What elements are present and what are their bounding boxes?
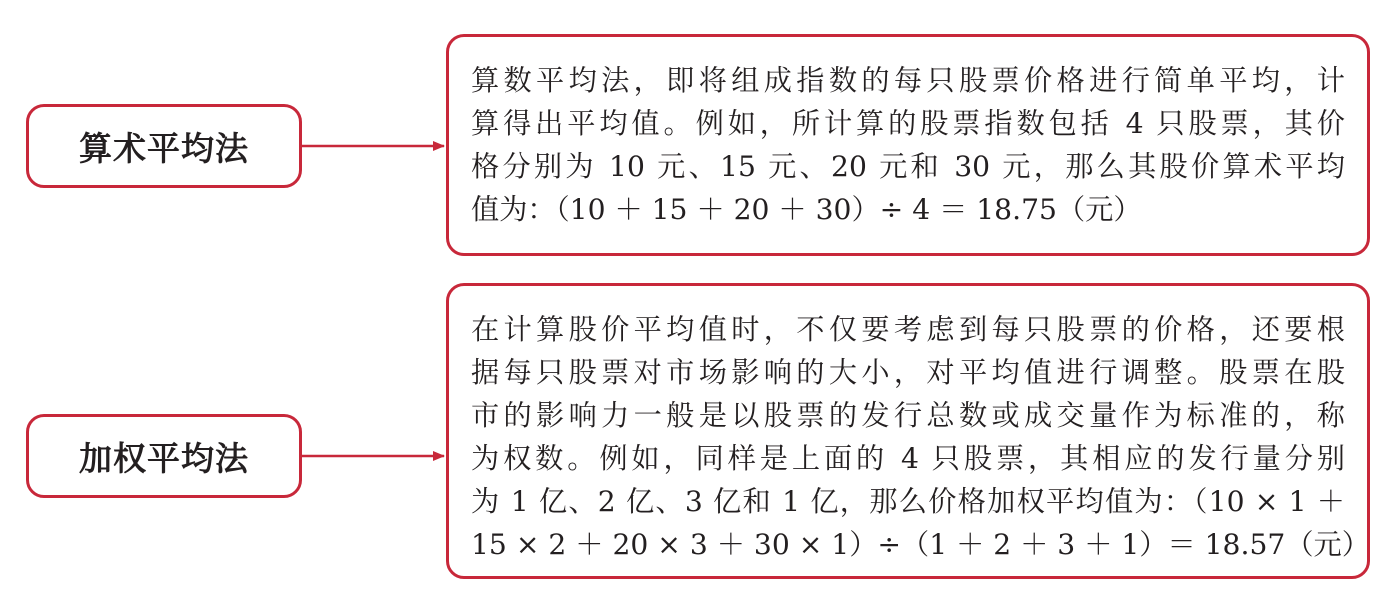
text-line: 为 1 亿、2 亿、3 亿和 1 亿，那么价格加权平均值为：（10 × 1 ＋ [471, 485, 1345, 518]
content-box-weighted-mean [446, 283, 1370, 579]
text-line: 算数平均法，即将组成指数的每只股票价格进行简单平均，计 [471, 64, 1345, 97]
text-line: 算得出平均值。例如，所计算的股票指数包括 4 只股票，其价 [471, 107, 1345, 140]
text-line: 值为：（10 ＋ 15 ＋ 20 ＋ 30）÷ 4 ＝ 18.75（元） [471, 193, 1142, 226]
label-box-weighted-mean: 加权平均法 [26, 414, 302, 498]
text-line: 市的影响力一般是以股票的发行总数或成交量作为标准的，称 [471, 399, 1345, 432]
label-box-arithmetic-mean: 算术平均法 [26, 104, 302, 188]
content-box-arithmetic-mean [446, 34, 1370, 256]
text-line: 格分别为 10 元、15 元、20 元和 30 元，那么其股价算术平均 [471, 150, 1345, 183]
text-line: 15 × 2 ＋ 20 × 3 ＋ 30 × 1）÷（1 ＋ 2 ＋ 3 ＋ 1）＝ 18.57（元） [471, 528, 1370, 561]
text-line: 为权数。例如，同样是上面的 4 只股票，其相应的发行量分别 [471, 442, 1345, 475]
text-line: 在计算股价平均值时，不仅要考虑到每只股票的价格，还要根 [471, 313, 1345, 346]
text-line: 据每只股票对市场影响的大小，对平均值进行调整。股票在股 [471, 356, 1345, 389]
